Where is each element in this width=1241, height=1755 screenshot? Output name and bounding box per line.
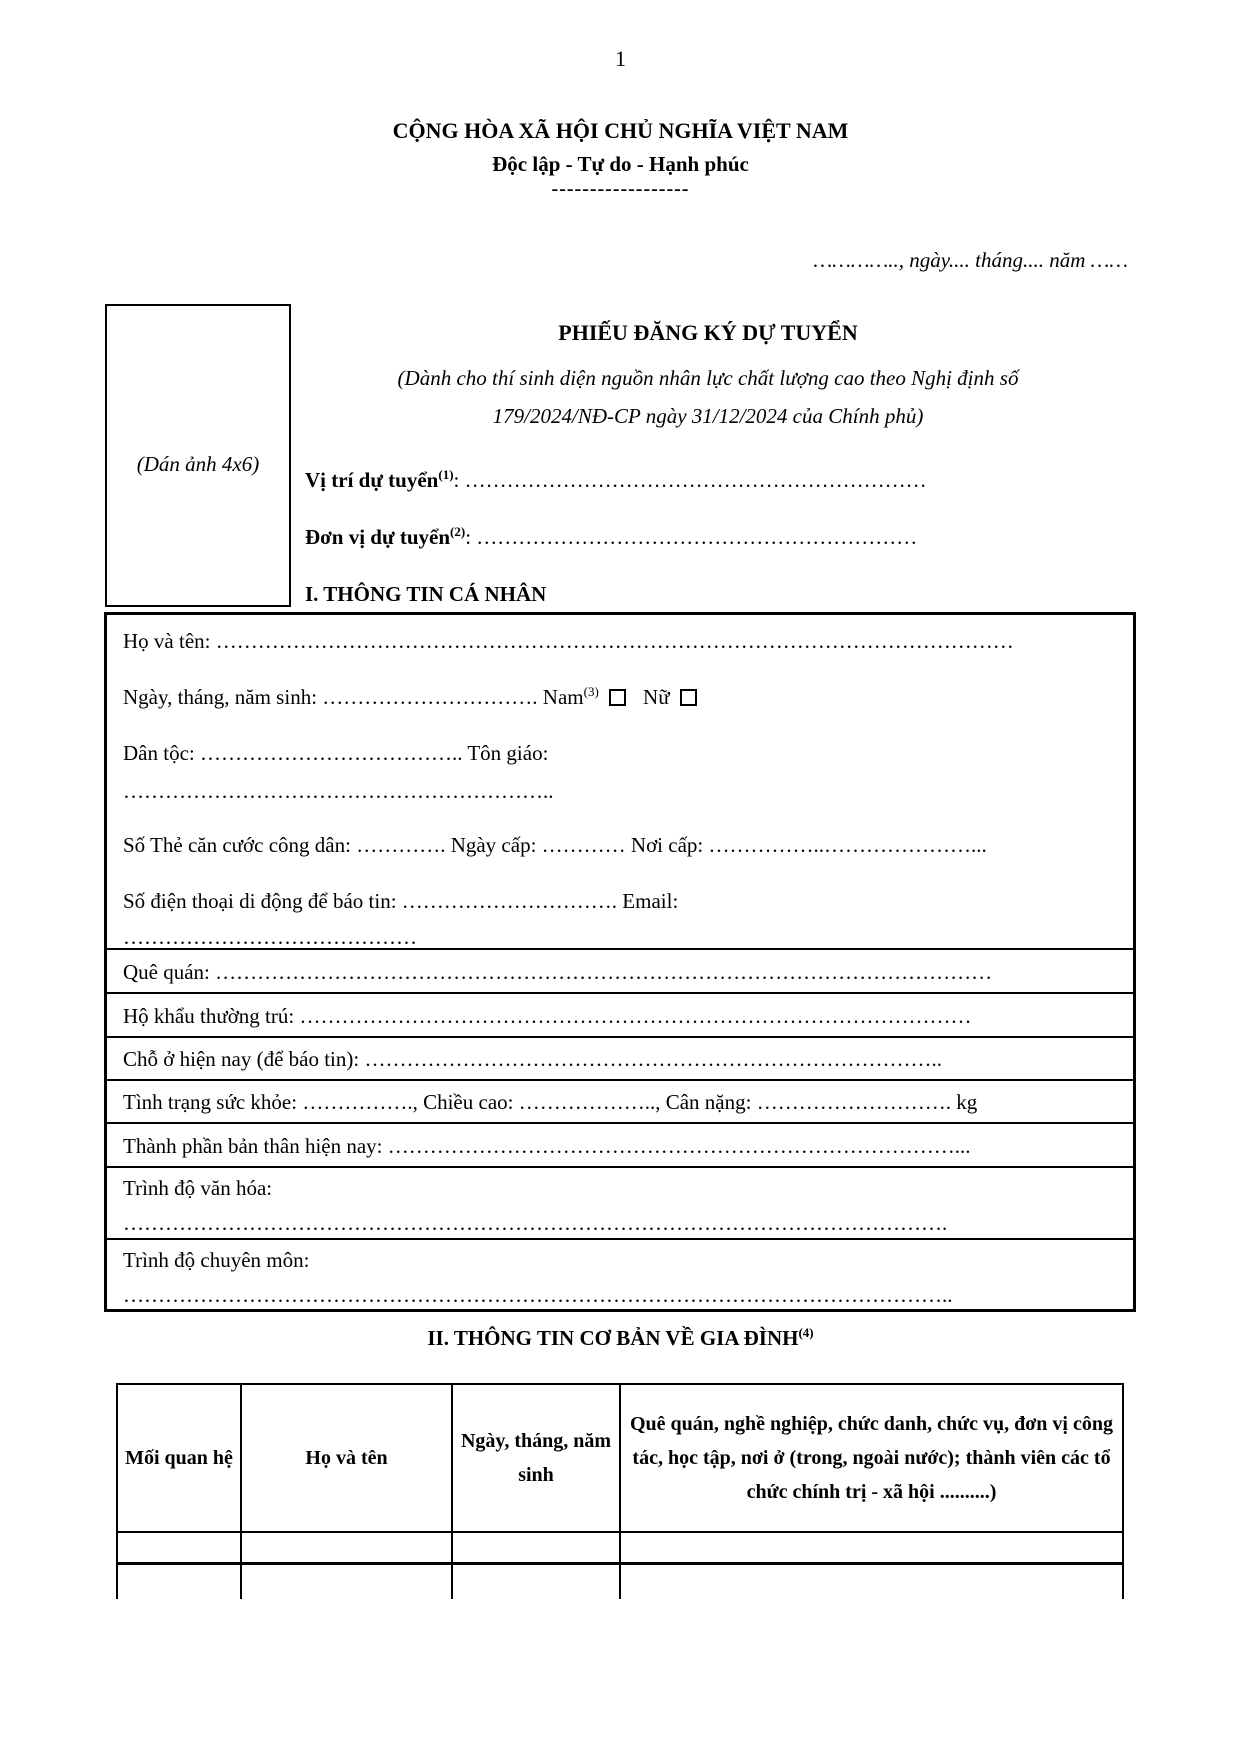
- form-subtitle-line2: 179/2024/NĐ-CP ngày 31/12/2024 của Chính phủ): [492, 404, 924, 428]
- professional-level-row[interactable]: [107, 1238, 1133, 1310]
- family-header-details: Quê quán, nghề nghiệp, chức danh, chức vụ, đơn vị công tác, học tập, nơi ở (trong, ngoài nước); thành viên các tổ chức chính trị - xã hội ..........): [630, 1413, 1113, 1503]
- national-motto-line1: CỘNG HÒA XÃ HỘI CHỦ NGHĨA VIỆT NAM: [392, 118, 849, 143]
- professional-level-dots[interactable]: ………………………………………………………………………………………………………..: [123, 1283, 953, 1307]
- form-subtitle-line1: (Dành cho thí sinh diện nguồn nhân lực chất lượng cao theo Nghị định số: [397, 366, 1019, 390]
- professional-level-label: Trình độ chuyên môn:: [123, 1248, 310, 1272]
- dob-label[interactable]: Ngày, tháng, năm sinh: ………………………….: [123, 685, 538, 709]
- family-cell-relationship[interactable]: [118, 1533, 242, 1562]
- date-line[interactable]: ………….., ngày.... tháng.... năm ……: [813, 248, 1128, 272]
- male-label: Nam: [542, 685, 584, 709]
- ethnicity-religion-row[interactable]: Dân tộc: ……………………………….. Tôn giáo:: [123, 741, 549, 765]
- photo-box-label: (Dán ảnh 4x6): [136, 452, 260, 476]
- family-cell-details[interactable]: [621, 1533, 1122, 1562]
- family-table-row: [118, 1562, 1122, 1599]
- family-cell-dob[interactable]: [453, 1533, 621, 1562]
- unit-field[interactable]: [305, 525, 1125, 550]
- dob-gender-row[interactable]: [123, 685, 1123, 710]
- unit-label: Đơn vị dự tuyển: [305, 525, 451, 549]
- female-checkbox[interactable]: [680, 689, 697, 706]
- unit-dots-line[interactable]: : ………………………………………………………: [465, 525, 918, 549]
- phone-email-row[interactable]: Số điện thoại di động để báo tin: …………………………. Email:: [123, 889, 679, 913]
- form-title: PHIẾU ĐĂNG KÝ DỰ TUYỂN: [558, 320, 858, 345]
- personal-background-row[interactable]: Thành phần bản thân hiện nay: ………………………………………………………………………...: [107, 1122, 1133, 1166]
- family-cell-fullname[interactable]: [242, 1565, 453, 1599]
- page-number: 1: [615, 46, 626, 71]
- health-status-row[interactable]: Tình trạng sức khỏe: ……………., Chiều cao: ……………….., Cân nặng: ………………………. kg: [107, 1079, 1133, 1122]
- photo-box[interactable]: [105, 304, 291, 607]
- male-checkbox[interactable]: [609, 689, 626, 706]
- phone-email-row-line2[interactable]: ……………………………………: [123, 925, 417, 949]
- male-sup-ref: (3): [583, 685, 599, 699]
- female-label: Nữ: [643, 685, 670, 709]
- family-cell-dob[interactable]: [453, 1565, 621, 1599]
- family-cell-fullname[interactable]: [242, 1533, 453, 1562]
- family-header-fullname: Họ và tên: [242, 1385, 453, 1531]
- family-table-header-row: [118, 1385, 1122, 1531]
- section2-title-wrap: [0, 1326, 1241, 1351]
- education-level-dots[interactable]: ……………………………………………………………………………………………………….: [123, 1211, 948, 1235]
- position-label: Vị trí dự tuyển: [305, 468, 439, 492]
- current-address-row[interactable]: Chỗ ở hiện nay (để báo tin): ………………………………………………………………………..: [107, 1036, 1133, 1079]
- position-sup-ref: (1): [438, 468, 454, 482]
- ethnicity-religion-row-line2[interactable]: ……………………………………………………..: [123, 779, 554, 803]
- family-table: [116, 1383, 1124, 1599]
- hometown-row[interactable]: Quê quán: …………………………………………………………………………………………………: [107, 948, 1133, 992]
- family-table-row: [118, 1531, 1122, 1562]
- education-level-label: Trình độ văn hóa:: [123, 1176, 273, 1200]
- personal-info-table: [104, 612, 1136, 1312]
- position-dots-line[interactable]: : …………………………………………………………: [453, 468, 927, 492]
- education-level-row[interactable]: [107, 1166, 1133, 1238]
- family-cell-details[interactable]: [621, 1565, 1122, 1599]
- family-header-dob: Ngày, tháng, năm sinh: [453, 1385, 621, 1531]
- id-card-row[interactable]: Số Thẻ căn cước công dân: …………. Ngày cấp: ………… Nơi cấp: ……………..…………………...: [123, 833, 987, 857]
- section2-sup-ref: (4): [798, 1325, 814, 1340]
- family-cell-relationship[interactable]: [118, 1565, 242, 1599]
- full-name-row[interactable]: Họ và tên: ……………………………………………………………………………………………………: [123, 629, 1014, 653]
- family-header-relationship: Mối quan hệ: [118, 1385, 242, 1531]
- position-field[interactable]: [305, 468, 1125, 493]
- unit-sup-ref: (2): [450, 525, 466, 539]
- permanent-residence-row[interactable]: Hộ khẩu thường trú: ……………………………………………………………………………………: [107, 992, 1133, 1036]
- national-motto-line2: Độc lập - Tự do - Hạnh phúc: [492, 152, 749, 176]
- section1-title: I. THÔNG TIN CÁ NHÂN: [305, 582, 547, 606]
- motto-divider: ------------------: [551, 178, 690, 200]
- section2-title: II. THÔNG TIN CƠ BẢN VỀ GIA ĐÌNH: [427, 1326, 799, 1350]
